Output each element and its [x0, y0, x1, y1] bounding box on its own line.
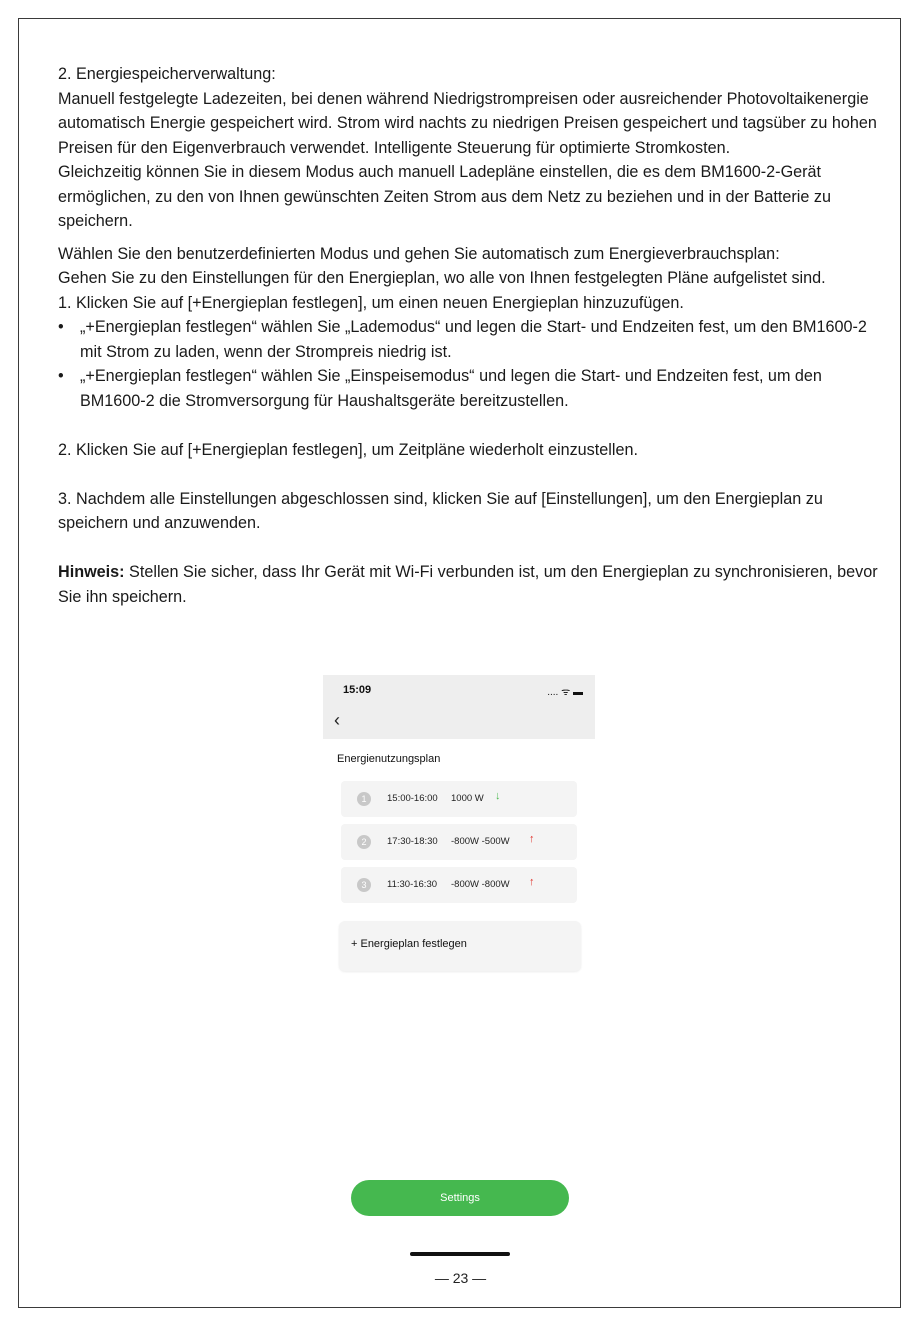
plan-row-2[interactable]	[341, 824, 577, 860]
plan-time: 15:00-16:00	[387, 793, 438, 804]
note-label: Hinweis:	[58, 563, 125, 581]
plan-power: -800W -800W	[451, 879, 510, 890]
arrow-down-icon: ↓	[495, 790, 501, 802]
arrow-up-icon: ↑	[529, 876, 535, 888]
plan-power: 1000 W	[451, 793, 484, 804]
step-3: 3. Nachdem alle Einstellungen abgeschlossen sind, klicken Sie auf [Einstellungen], um den Energieplan zu speichern und anzuwenden.	[58, 489, 823, 532]
plan-list-title: Energienutzungsplan	[337, 753, 441, 765]
app-screenshot	[323, 675, 597, 1275]
bullet-charge-mode	[58, 315, 888, 364]
section-heading: 2. Energiespeicherverwaltung:	[58, 65, 276, 83]
add-energy-plan-button[interactable]	[339, 921, 581, 971]
add-energy-plan-label: + Energieplan festlegen	[351, 938, 467, 950]
plan-number-badge: 3	[357, 878, 371, 892]
status-bar	[323, 675, 595, 739]
arrow-up-icon: ↑	[529, 833, 535, 845]
step-2: 2. Klicken Sie auf [+Energieplan festlegen], um Zeitpläne wiederholt einzustellen.	[58, 440, 638, 459]
plan-time: 11:30-16:30	[387, 879, 438, 890]
plan-power: -800W -500W	[451, 836, 510, 847]
plan-number-badge: 2	[357, 835, 371, 849]
note-text: Stellen Sie sicher, dass Ihr Gerät mit Wi-Fi verbunden ist, um den Energieplan zu synchronisieren, bevor Sie ihn speichern.	[58, 563, 878, 606]
back-icon[interactable]: ‹	[334, 710, 340, 730]
status-time: 15:09	[343, 684, 372, 696]
plan-row-1[interactable]	[341, 781, 577, 817]
page-number: — 23 —	[434, 1270, 487, 1286]
document-body	[58, 62, 888, 609]
bullet-feed-mode	[58, 364, 888, 413]
step-1: 1. Klicken Sie auf [+Energieplan festlegen], um einen neuen Energieplan hinzuzufügen.	[58, 293, 684, 312]
plan-number-badge: 1	[357, 792, 371, 806]
bullet-charge-text: „+Energieplan festlegen“ wählen Sie „Lademodus“ und legen die Start- und Endzeiten fest, um den BM1600-2 mit Strom zu laden, wenn der Strompreis niedrig ist.	[80, 318, 867, 361]
paragraph-intro: Manuell festgelegte Ladezeiten, bei denen während Niedrigstrompreisen oder ausreichender Photovoltaikenergie automatisch Energie gespeichert wird. Strom wird nachts zu niedrigen Preisen gespeichert und tagsüber zu hohen Preisen für den Eigenverbrauch verwendet. Intelligente Steuerung für optimierte Stromkosten.	[58, 89, 877, 157]
settings-button[interactable]: Settings	[351, 1180, 569, 1216]
note	[58, 560, 888, 609]
bullet-symbol: •	[58, 318, 64, 336]
plan-time: 17:30-18:30	[387, 836, 438, 847]
bullet-feed-text: „+Energieplan festlegen“ wählen Sie „Einspeisemodus“ und legen die Start- und Endzeiten fest, um den BM1600-2 die Stromversorgung für Haushaltsgeräte bereitzustellen.	[80, 367, 822, 410]
home-indicator	[410, 1252, 510, 1256]
plan-row-3[interactable]	[341, 867, 577, 903]
status-icons: .... ᯤ ▬	[547, 687, 583, 698]
paragraph-manual-plans: Gleichzeitig können Sie in diesem Modus auch manuell Ladepläne einstellen, die es dem BM1600-2-Gerät ermöglichen, zu den von Ihnen gewünschten Zeiten Strom aus dem Netz zu beziehen und in der Batterie zu speichern.	[58, 163, 831, 230]
subheading-custom-mode: Wählen Sie den benutzerdefinierten Modus und gehen Sie automatisch zum Energieverbrauchsplan:	[58, 244, 780, 263]
bullet-symbol: •	[58, 367, 64, 385]
paragraph-plan-settings: Gehen Sie zu den Einstellungen für den Energieplan, wo alle von Ihnen festgelegten Pläne aufgelistet sind.	[58, 269, 826, 287]
